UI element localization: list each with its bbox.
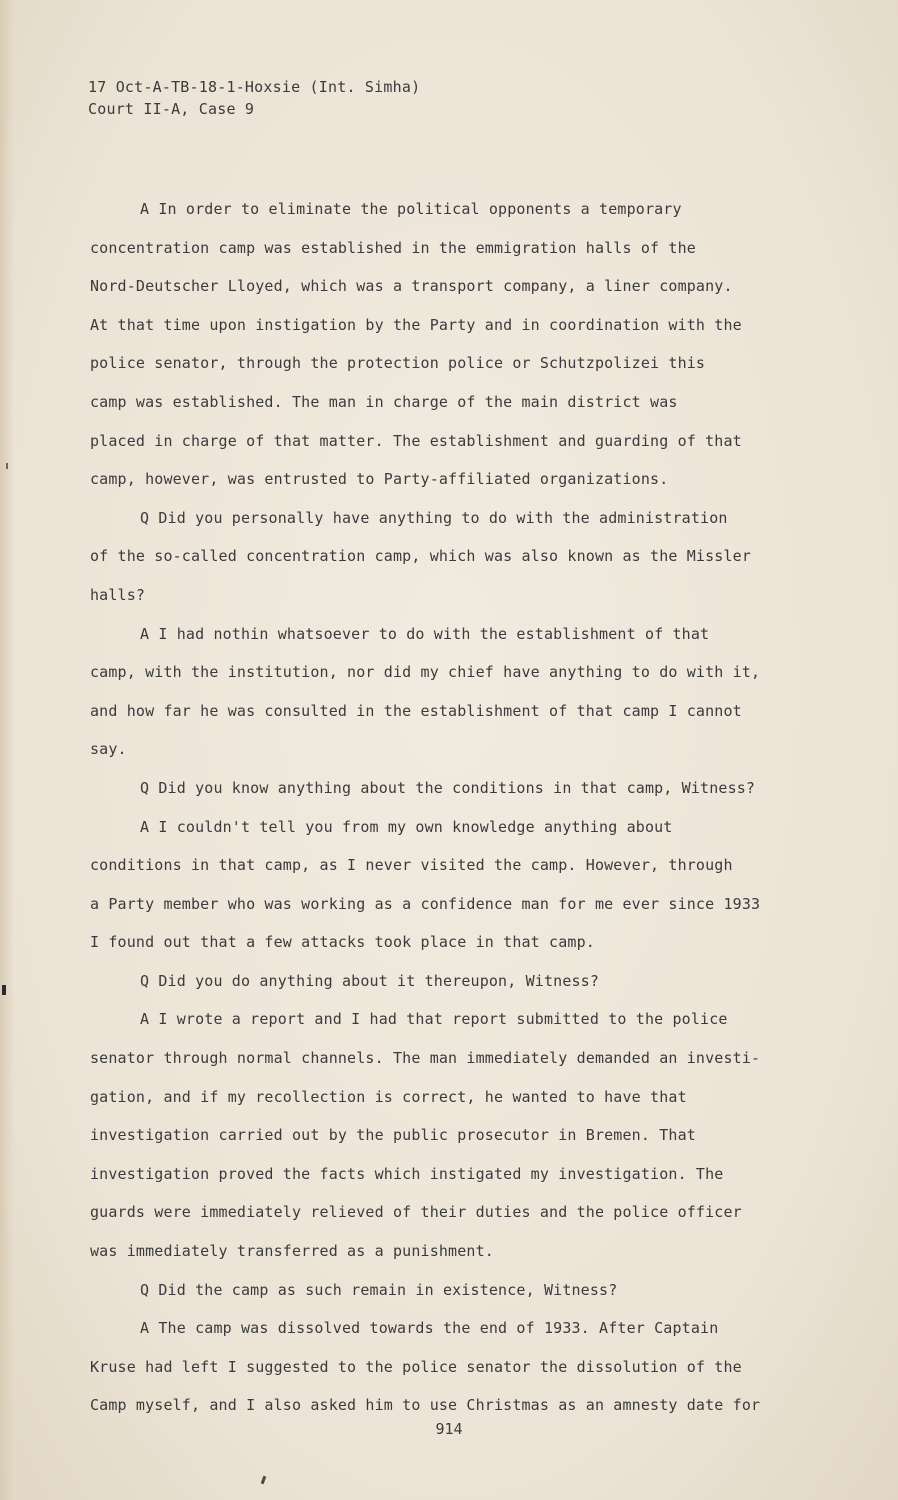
- transcript-line: of the so-called concentration camp, which was also known as the Missler: [90, 547, 752, 566]
- transcript-line: was immediately transferred as a punishment.: [90, 1242, 494, 1261]
- transcript-line: A I had nothin whatsoever to do with the establishment of that: [140, 624, 710, 643]
- transcript-line: camp, however, was entrusted to Party-affiliated organizations.: [90, 470, 669, 489]
- transcript-line: Q Did you know anything about the conditions in that camp, Witness?: [140, 778, 756, 797]
- left-margin-tick: [6, 463, 8, 469]
- transcript-line: camp was established. The man in charge of the main district was: [90, 392, 678, 411]
- bottom-ink-mark: [261, 1476, 267, 1485]
- transcript-line: camp, with the institution, nor did my chief have anything to do with it,: [90, 663, 761, 682]
- transcript-line: Q Did the camp as such remain in existence, Witness?: [140, 1280, 618, 1299]
- transcript-line: A I couldn't tell you from my own knowledge anything about: [140, 817, 673, 836]
- transcript-body: [90, 190, 820, 1425]
- transcript-line: guards were immediately relieved of their duties and the police officer: [90, 1203, 742, 1222]
- transcript-line: A The camp was dissolved towards the end of 1933. After Captain: [140, 1319, 719, 1338]
- transcript-line: Nord-Deutscher Lloyed, which was a transport company, a liner company.: [90, 277, 733, 296]
- transcript-line: Kruse had left I suggested to the police senator the dissolution of the: [90, 1357, 742, 1376]
- transcript-line: a Party member who was working as a confidence man for me ever since 1933: [90, 894, 761, 913]
- document-header: [88, 76, 420, 120]
- transcript-line: A I wrote a report and I had that report submitted to the police: [140, 1010, 728, 1029]
- transcript-line: investigation carried out by the public prosecutor in Bremen. That: [90, 1126, 696, 1145]
- transcript-line: police senator, through the protection police or Schutzpolizei this: [90, 354, 706, 373]
- transcript-line: gation, and if my recollection is correct, he wanted to have that: [90, 1087, 687, 1106]
- transcript-line: investigation proved the facts which instigated my investigation. The: [90, 1164, 724, 1183]
- transcript-line: senator through normal channels. The man immediately demanded an investi-: [90, 1049, 761, 1068]
- header-reference-line: 17 Oct-A-TB-18-1-Hoxsie (Int. Simha): [88, 78, 421, 96]
- transcript-line: Camp myself, and I also asked him to use Christmas as an amnesty date for: [90, 1396, 761, 1415]
- transcript-line: say.: [90, 740, 127, 759]
- transcript-line: Q Did you do anything about it thereupon, Witness?: [140, 971, 600, 990]
- transcript-line: placed in charge of that matter. The establishment and guarding of that: [90, 431, 742, 450]
- transcript-line: halls?: [90, 585, 146, 604]
- transcript-line: concentration camp was established in the emmigration halls of the: [90, 238, 696, 257]
- transcript-line: I found out that a few attacks took place in that camp.: [90, 933, 595, 952]
- transcript-line: At that time upon instigation by the Party and in coordination with the: [90, 315, 742, 334]
- header-court-line: Court II-A, Case 9: [88, 100, 255, 118]
- transcript-line: A In order to eliminate the political opponents a temporary: [140, 200, 682, 218]
- page-number: 914: [435, 1420, 463, 1438]
- transcript-line: Q Did you personally have anything to do with the administration: [140, 508, 728, 527]
- transcript-line: and how far he was consulted in the establishment of that camp I cannot: [90, 701, 742, 720]
- transcript-line: conditions in that camp, as I never visited the camp. However, through: [90, 856, 733, 875]
- left-margin-mark: [2, 985, 6, 995]
